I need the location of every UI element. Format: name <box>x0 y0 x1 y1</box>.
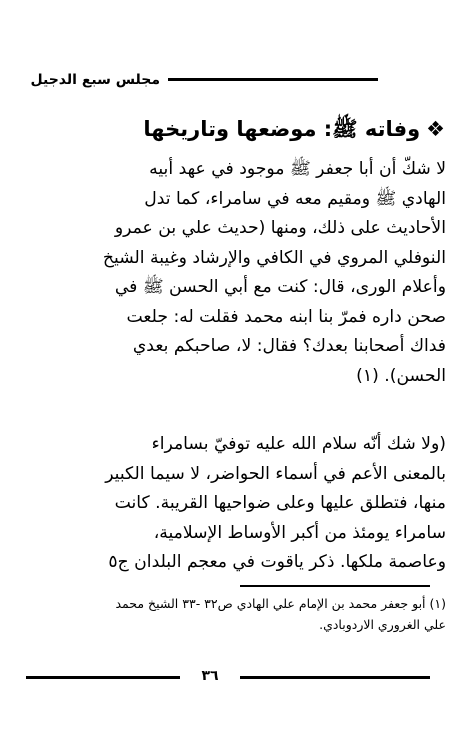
section-heading-text: وفاته ﷺ: موضعها وتاريخها <box>143 117 421 141</box>
paragraph-line: لا شكّ أن أبا جعفر ﷺ موجود في عهد أبيه <box>149 159 446 179</box>
paragraph-line: الهادي ﷺ ومقيم معه في سامراء، كما تدل <box>144 188 446 209</box>
bullet-icon: ❖ <box>426 117 445 141</box>
paragraph-line: منها، فتطلق عليها وعلى ضواحيها القريبة. كانت <box>114 493 446 513</box>
section-heading <box>120 116 445 147</box>
header-rule <box>168 78 378 81</box>
paragraph-line: الحسن). (١) <box>356 365 446 386</box>
paragraph-line: فداك أصحابنا بعدك؟ فقال: لا، صاحبكم بعدي <box>132 336 446 356</box>
paragraph-line: سامراء يومئذ من أكبر الأوساط الإسلامية، <box>153 522 446 543</box>
paragraph-line: النوفلي المروي في الكافي والإرشاد وغيبة الشيخ <box>102 247 446 268</box>
footnote-line: علي الغروري الاردوبادي. <box>319 617 446 632</box>
running-header: مجلس سبع الدجيل <box>30 72 160 88</box>
footnote-rule <box>240 585 430 587</box>
paragraph-line: وعاصمة ملكها. ذكر ياقوت في معجم البلدان ج٥ <box>108 552 446 572</box>
paragraph-line: وأعلام الورى، قال: كنت مع أبي الحسن ﷺ في <box>114 277 446 297</box>
paragraph-line: الأحاديث على ذلك، ومنها (حديث علي بن عمرو <box>114 218 446 238</box>
paragraph-line: بالمعنى الأعم في أسماء الحواضر، لا سيما الكبير <box>105 463 446 484</box>
footnote-line: (١) أبو جعفر محمد بن الإمام علي الهادي ص٣٢ -٣٣ الشيخ محمد <box>115 596 446 611</box>
paragraph-line: (ولا شك أنّه سلام الله عليه توفيّ بسامراء <box>151 434 446 454</box>
paragraph-line: صحن داره فمرّ بنا ابنه محمد فقلت له: جلعت <box>126 306 446 327</box>
page-number: ٣٦ <box>180 668 240 684</box>
paragraph-2 <box>26 430 446 578</box>
paragraph-1 <box>26 155 446 391</box>
footnote <box>26 593 446 635</box>
